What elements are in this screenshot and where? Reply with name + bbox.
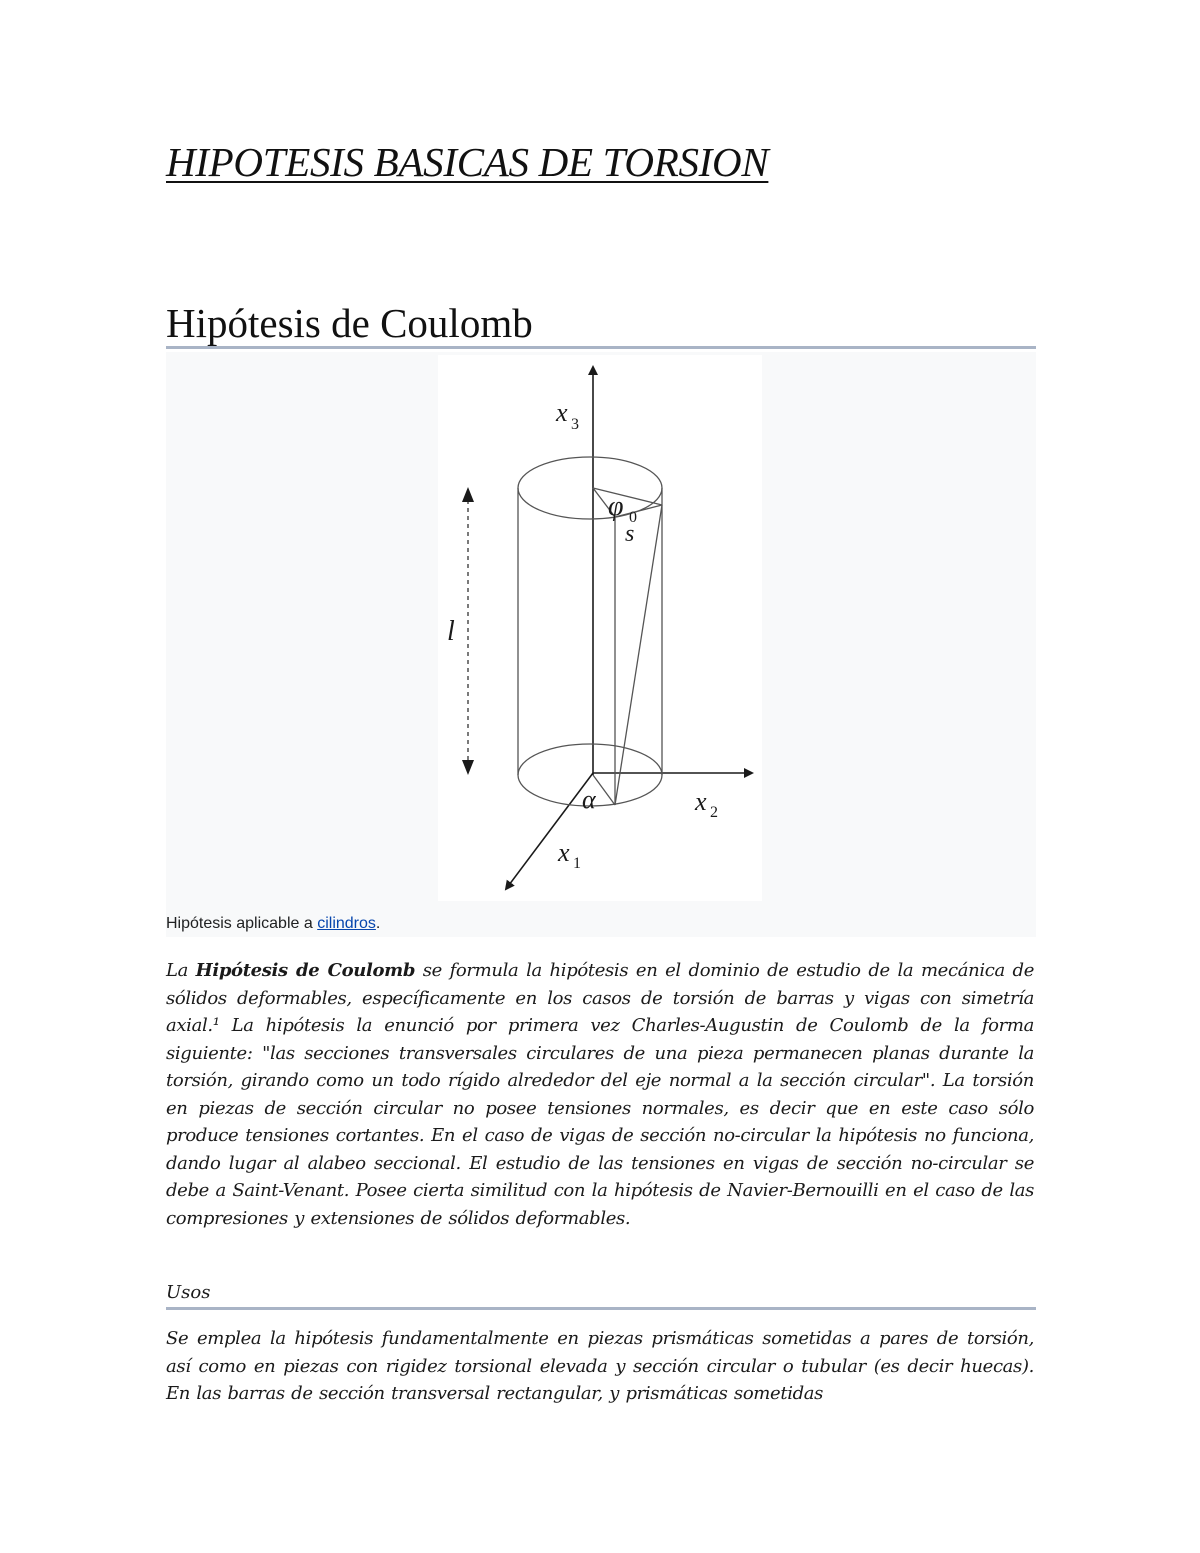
bold-term: Hipótesis de Coulomb <box>195 960 416 981</box>
label-phi: φ <box>608 491 624 522</box>
label-x2: x <box>695 787 707 816</box>
heading-divider <box>166 346 1036 349</box>
label-x3: x <box>556 398 568 427</box>
twisted-line <box>615 505 662 805</box>
page-title: HIPOTESIS BASICAS DE TORSION <box>166 139 769 185</box>
cylinder-top <box>518 457 662 519</box>
coulomb-paragraph <box>166 957 1034 1232</box>
caption-prefix: Hipótesis aplicable a <box>166 915 318 932</box>
label-l: l <box>447 616 455 647</box>
label-s: s <box>625 521 635 547</box>
usos-divider <box>166 1307 1036 1310</box>
cylinder-torsion-diagram <box>438 355 762 901</box>
figure-caption <box>166 915 380 933</box>
paragraph-lead: La <box>166 960 196 981</box>
usos-paragraph: Se emplea la hipótesis fundamentalmente en piezas prismáticas sometidas a pares de torsión, así como en piezas con rigidez torsional elevada y sección circular o tubular (es decir huecas). En las barras de sección transversal rectangular, y prismáticas sometidas <box>166 1328 1034 1404</box>
label-alpha: α <box>582 785 596 814</box>
diagram-svg <box>438 355 762 901</box>
label-phi-sub: 0 <box>629 509 637 526</box>
cilindros-link[interactable]: cilindros <box>317 915 376 932</box>
usos-heading: Usos <box>166 1282 211 1303</box>
figure-container <box>166 352 1036 937</box>
section-heading: Hipótesis de Coulomb <box>166 300 533 346</box>
label-x2-sub: 2 <box>710 804 718 821</box>
length-arrow-bottom <box>462 760 474 775</box>
label-x1-sub: 1 <box>573 855 581 872</box>
length-arrow-top <box>462 487 474 502</box>
bottom-radius <box>593 775 615 805</box>
caption-suffix: . <box>375 915 381 932</box>
label-x1: x <box>558 838 570 867</box>
paragraph-body: se formula la hipótesis en el dominio de estudio de la mecánica de sólidos deformables, específicamente en los casos de torsión de barras y vigas con simetría axial.¹ La hipótesis la enunció por primera vez Charles-Augustin de Coulomb de la forma siguiente: "las secciones transversales circulares de una pieza permanecen planas durante la torsión, girando como un todo rígido alrededor del eje normal a la sección circular". La torsión en piezas de sección circular no posee tensiones normales, es decir que en este caso sólo produce tensiones cortantes. En el caso de vigas de sección no-circular la hipótesis no funciona, dando lugar al alabeo seccional. El estudio de las tensiones en vigas de sección no-circular se debe a Saint-Venant. Posee cierta similitud con la hipótesis de Navier-Bernouilli en el caso de las compresiones y extensiones de sólidos deformables. <box>166 960 1034 1229</box>
label-x3-sub: 3 <box>571 416 579 433</box>
